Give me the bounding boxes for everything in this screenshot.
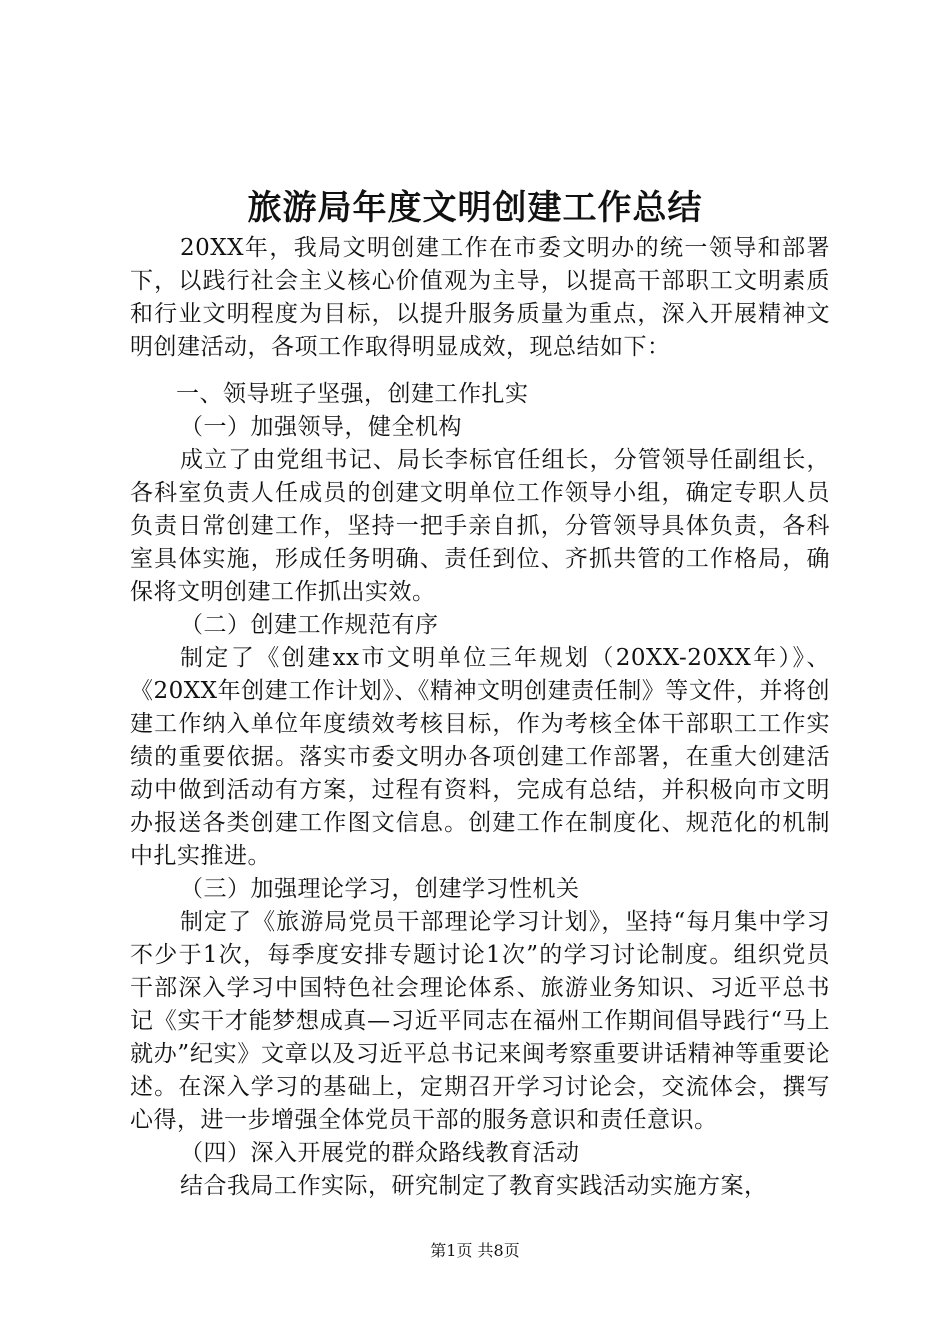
- body-paragraph: 结合我局工作实际，研究制定了教育实践活动实施方案，: [180, 1173, 768, 1199]
- subsection-heading-4: （四）深入开展党的群众路线教育活动: [180, 1140, 580, 1166]
- section-heading-1: 一、领导班子坚强，创建工作扎实: [176, 381, 529, 407]
- intro-paragraph: 20XX年，我局文明创建工作在市委文明办的统一领导和部署下，以践行社会主义核心价值观为主导，以提高干部职工文明素质和行业文明程度为目标，以提升服务质量为重点，深入开展精神文明创建活动，各项工作取得明显成效，现总结如下：: [130, 235, 830, 360]
- body-paragraph: 制定了《创建xx市文明单位三年规划（20XX-20XX年）》、《20XX年创建工作计划》、《精神文明创建责任制》等文件，并将创建工作纳入单位年度绩效考核目标，作为考核全体干部职工工作实绩的重要依据。落实市委文明办各项创建工作部署，在重大创建活动中做到活动有方案，过程有资料，完成有总结，并积极向市文明办报送各类创建工作图文信息。创建工作在制度化、规范化的机制中扎实推进。: [130, 645, 830, 869]
- subsection-heading-2: （二）创建工作规范有序: [180, 612, 439, 638]
- document-body: [130, 232, 830, 1203]
- body-paragraph: 成立了由党组书记、局长李标官任组长，分管领导任副组长，各科室负责人任成员的创建文明单位工作领导小组，确定专职人员负责日常创建工作，坚持一把手亲自抓，分管领导具体负责，各科室具体实施，形成任务明确、责任到位、齐抓共管的工作格局，确保将文明创建工作抓出实效。: [130, 447, 830, 605]
- body-paragraph: 制定了《旅游局党员干部理论学习计划》，坚持“每月集中学习不少于1次，每季度安排专题讨论1次”的学习讨论制度。组织党员干部深入学习中国特色社会理论体系、旅游业务知识、习近平总书记《实干才能梦想成真—习近平同志在福州工作期间倡导践行“马上就办”纪实》文章以及习近平总书记来闽考察重要讲话精神等重要论述。在深入学习的基础上，定期召开学习讨论会，交流体会，撰写心得，进一步增强全体党员干部的服务意识和责任意识。: [130, 909, 830, 1133]
- subsection-heading-3: （三）加强理论学习，创建学习性机关: [180, 876, 580, 902]
- subsection-heading-1: （一）加强领导，健全机构: [180, 414, 462, 440]
- page-number-footer: 第1页 共8页: [430, 1241, 520, 1260]
- document-title: 旅游局年度文明创建工作总结: [247, 188, 703, 228]
